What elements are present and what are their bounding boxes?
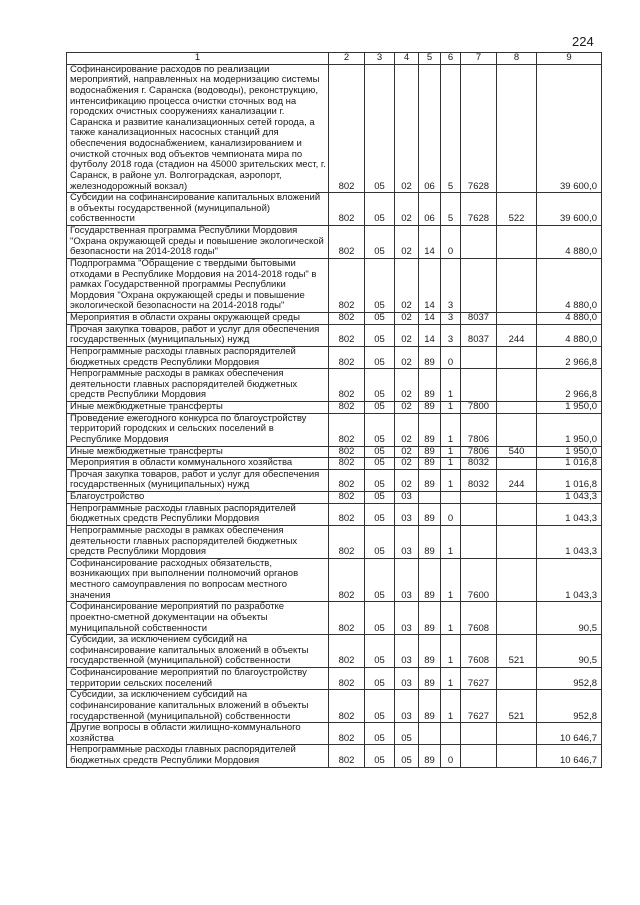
code-section: 05 — [365, 226, 395, 259]
code-program: 89 — [419, 446, 441, 458]
row-name: Непрограммные расходы главных распорядителей бюджетных средств Республики Мордовия — [67, 745, 329, 767]
code-direction: 7800 — [461, 402, 497, 414]
code-section: 05 — [365, 446, 395, 458]
header-cell: 4 — [395, 53, 419, 65]
table-row — [67, 469, 602, 491]
code-admin: 802 — [329, 413, 365, 446]
code-subsection: 02 — [395, 226, 419, 259]
code-expense-type — [497, 369, 537, 402]
code-subsection: 05 — [395, 745, 419, 767]
code-program: 89 — [419, 525, 441, 558]
code-subprogram: 1 — [441, 369, 461, 402]
row-name: Софинансирование расходных обязательств, возникающих при выполнении полномочий органов местного самоуправления по вопросам местного значения — [67, 558, 329, 602]
table-row — [67, 258, 602, 312]
code-subsection: 02 — [395, 458, 419, 470]
code-program: 89 — [419, 369, 441, 402]
code-program: 89 — [419, 413, 441, 446]
code-section: 05 — [365, 402, 395, 414]
row-name: Прочая закупка товаров, работ и услуг для обеспечения государственных (муниципальных) нужд — [67, 324, 329, 346]
code-section: 05 — [365, 525, 395, 558]
code-program: 06 — [419, 193, 441, 226]
code-expense-type — [497, 64, 537, 193]
row-amount: 10 646,7 — [537, 745, 602, 767]
table-row — [67, 602, 602, 635]
code-subsection: 03 — [395, 602, 419, 635]
table-row — [67, 723, 602, 745]
row-amount: 1 950,0 — [537, 413, 602, 446]
code-direction: 7628 — [461, 193, 497, 226]
row-name: Непрограммные расходы в рамках обеспечения деятельности главных распорядителей бюджетных средств Республики Мордовия — [67, 369, 329, 402]
code-subsection: 02 — [395, 413, 419, 446]
code-expense-type — [497, 492, 537, 504]
code-expense-type — [497, 668, 537, 690]
code-subsection: 03 — [395, 690, 419, 723]
code-program: 14 — [419, 226, 441, 259]
code-expense-type — [497, 525, 537, 558]
code-expense-type — [497, 258, 537, 312]
code-admin: 802 — [329, 723, 365, 745]
code-admin: 802 — [329, 602, 365, 635]
code-direction — [461, 369, 497, 402]
row-name: Государственная программа Республики Мордовия "Охрана окружающей среды и повышение экологической безопасности на 2014-2018 годы" — [67, 226, 329, 259]
code-subsection: 03 — [395, 492, 419, 504]
row-amount: 952,8 — [537, 690, 602, 723]
code-expense-type — [497, 346, 537, 368]
code-subprogram: 1 — [441, 690, 461, 723]
code-subprogram: 1 — [441, 602, 461, 635]
table-row — [67, 402, 602, 414]
row-amount: 1 043,3 — [537, 558, 602, 602]
code-expense-type — [497, 313, 537, 325]
code-admin: 802 — [329, 458, 365, 470]
code-subsection: 05 — [395, 723, 419, 745]
code-subsection: 02 — [395, 313, 419, 325]
code-subsection: 03 — [395, 503, 419, 525]
row-name: Подпрограмма "Обращение с твердыми бытовыми отходами в Республике Мордовия на 2014-2018 годы" в рамках Государственной программы Республики Мордовия "Охрана окружающей среды и повышение экологической безопасности на 2014-2018 годы" — [67, 258, 329, 312]
code-subprogram — [441, 492, 461, 504]
code-expense-type: 521 — [497, 635, 537, 668]
table-row — [67, 346, 602, 368]
row-name: Софинансирование расходов по реализации мероприятий, направленных на модернизацию системы водоснабжения г. Саранска (водоводы), реконструкцию, интенсификацию процесса очистки сточных вод на городских очистных сооружениях канализации г. Саранска и развитие канализационных сетей города, а также канализационных насосных станций для обеспечения водоснабжением, канализированием и очисткой сточных вод объектов чемпионата мира по футболу 2018 года (стадион на 45000 зрительских мест, г. Саранск, в районе ул. Волгоградская, аэропорт, железнодорожный вокзал) — [67, 64, 329, 193]
code-admin: 802 — [329, 226, 365, 259]
code-section: 05 — [365, 346, 395, 368]
code-section: 05 — [365, 558, 395, 602]
header-cell: 7 — [461, 53, 497, 65]
code-direction: 7806 — [461, 446, 497, 458]
code-program: 89 — [419, 690, 441, 723]
code-subsection: 02 — [395, 446, 419, 458]
row-amount: 39 600,0 — [537, 64, 602, 193]
code-subsection: 03 — [395, 635, 419, 668]
table-row — [67, 635, 602, 668]
code-expense-type — [497, 602, 537, 635]
code-subprogram: 3 — [441, 313, 461, 325]
code-subprogram: 0 — [441, 745, 461, 767]
row-name: Иные межбюджетные трансферты — [67, 402, 329, 414]
table-row — [67, 226, 602, 259]
code-subprogram: 1 — [441, 458, 461, 470]
code-program: 89 — [419, 458, 441, 470]
row-amount: 4 880,0 — [537, 313, 602, 325]
code-section: 05 — [365, 723, 395, 745]
code-program: 89 — [419, 346, 441, 368]
row-name: Благоустройство — [67, 492, 329, 504]
header-cell: 1 — [67, 53, 329, 65]
code-program — [419, 723, 441, 745]
code-direction: 7627 — [461, 690, 497, 723]
code-direction: 8037 — [461, 324, 497, 346]
row-amount: 1 043,3 — [537, 503, 602, 525]
code-section: 05 — [365, 258, 395, 312]
code-expense-type — [497, 413, 537, 446]
code-subsection: 02 — [395, 402, 419, 414]
code-program: 14 — [419, 324, 441, 346]
row-amount: 4 880,0 — [537, 258, 602, 312]
code-section: 05 — [365, 745, 395, 767]
code-expense-type — [497, 503, 537, 525]
code-expense-type: 521 — [497, 690, 537, 723]
code-expense-type — [497, 458, 537, 470]
header-cell: 8 — [497, 53, 537, 65]
row-amount: 10 646,7 — [537, 723, 602, 745]
code-section: 05 — [365, 668, 395, 690]
budget-table — [66, 52, 602, 768]
row-name: Мероприятия в области коммунального хозяйства — [67, 458, 329, 470]
code-direction — [461, 503, 497, 525]
code-direction: 7608 — [461, 602, 497, 635]
code-expense-type — [497, 558, 537, 602]
code-admin: 802 — [329, 258, 365, 312]
code-section: 05 — [365, 413, 395, 446]
code-program: 89 — [419, 635, 441, 668]
row-name: Непрограммные расходы в рамках обеспечения деятельности главных распорядителей бюджетных средств Республики Мордовия — [67, 525, 329, 558]
code-program: 14 — [419, 258, 441, 312]
code-subprogram — [441, 723, 461, 745]
code-direction: 7608 — [461, 635, 497, 668]
code-subprogram: 1 — [441, 668, 461, 690]
code-subprogram: 1 — [441, 446, 461, 458]
code-expense-type — [497, 745, 537, 767]
code-subsection: 02 — [395, 469, 419, 491]
header-cell: 5 — [419, 53, 441, 65]
row-amount: 952,8 — [537, 668, 602, 690]
table-row — [67, 525, 602, 558]
code-program: 89 — [419, 503, 441, 525]
code-subsection: 02 — [395, 324, 419, 346]
code-subprogram: 1 — [441, 402, 461, 414]
code-section: 05 — [365, 64, 395, 193]
code-subsection: 03 — [395, 668, 419, 690]
code-direction — [461, 492, 497, 504]
row-name: Иные межбюджетные трансферты — [67, 446, 329, 458]
code-subprogram: 1 — [441, 635, 461, 668]
code-program: 89 — [419, 402, 441, 414]
code-direction — [461, 258, 497, 312]
row-amount: 1 016,8 — [537, 469, 602, 491]
header-cell: 6 — [441, 53, 461, 65]
table-row — [67, 193, 602, 226]
code-expense-type: 244 — [497, 324, 537, 346]
code-section: 05 — [365, 635, 395, 668]
row-amount: 2 966,8 — [537, 369, 602, 402]
code-subprogram: 3 — [441, 324, 461, 346]
code-section: 05 — [365, 458, 395, 470]
code-section: 05 — [365, 503, 395, 525]
code-direction — [461, 525, 497, 558]
row-name: Непрограммные расходы главных распорядителей бюджетных средств Республики Мордовия — [67, 503, 329, 525]
code-direction: 8032 — [461, 458, 497, 470]
code-section: 05 — [365, 313, 395, 325]
code-program: 89 — [419, 668, 441, 690]
row-amount: 1 016,8 — [537, 458, 602, 470]
code-subsection: 02 — [395, 346, 419, 368]
table-row — [67, 324, 602, 346]
code-subsection: 02 — [395, 258, 419, 312]
code-program: 06 — [419, 64, 441, 193]
row-amount: 90,5 — [537, 635, 602, 668]
code-admin: 802 — [329, 402, 365, 414]
code-admin: 802 — [329, 635, 365, 668]
row-amount: 90,5 — [537, 602, 602, 635]
code-program: 89 — [419, 469, 441, 491]
code-expense-type — [497, 226, 537, 259]
row-amount: 2 966,8 — [537, 346, 602, 368]
code-subsection: 02 — [395, 193, 419, 226]
row-name: Софинансирование мероприятий по разработке проектно-сметной документации на объекты муниципальной собственности — [67, 602, 329, 635]
row-name: Софинансирование мероприятий по благоустройству территории сельских поселений — [67, 668, 329, 690]
table-row — [67, 369, 602, 402]
row-amount: 1 043,3 — [537, 492, 602, 504]
code-expense-type — [497, 723, 537, 745]
row-name: Субсидии, за исключением субсидий на софинансирование капитальных вложений в объекты государственной (муниципальной) собственности — [67, 635, 329, 668]
row-amount: 4 880,0 — [537, 226, 602, 259]
table-row — [67, 492, 602, 504]
code-direction — [461, 745, 497, 767]
code-subprogram: 0 — [441, 346, 461, 368]
row-amount: 4 880,0 — [537, 324, 602, 346]
code-subprogram: 1 — [441, 558, 461, 602]
code-admin: 802 — [329, 558, 365, 602]
code-expense-type: 540 — [497, 446, 537, 458]
code-direction — [461, 723, 497, 745]
table-row — [67, 558, 602, 602]
code-subsection: 03 — [395, 558, 419, 602]
code-admin: 802 — [329, 668, 365, 690]
header-cell: 9 — [537, 53, 602, 65]
table-row — [67, 458, 602, 470]
code-section: 05 — [365, 369, 395, 402]
code-program: 89 — [419, 602, 441, 635]
row-name: Субсидии, за исключением субсидий на софинансирование капитальных вложений в объекты государственной (муниципальной) собственности — [67, 690, 329, 723]
code-admin: 802 — [329, 503, 365, 525]
code-subsection: 02 — [395, 369, 419, 402]
table-row — [67, 745, 602, 767]
code-admin: 802 — [329, 446, 365, 458]
code-direction — [461, 226, 497, 259]
code-subprogram: 5 — [441, 64, 461, 193]
code-program: 14 — [419, 313, 441, 325]
code-section: 05 — [365, 690, 395, 723]
code-direction: 8032 — [461, 469, 497, 491]
code-admin: 802 — [329, 745, 365, 767]
code-expense-type — [497, 402, 537, 414]
code-admin: 802 — [329, 64, 365, 193]
code-direction: 7628 — [461, 64, 497, 193]
code-admin: 802 — [329, 492, 365, 504]
code-subprogram: 3 — [441, 258, 461, 312]
row-amount: 1 950,0 — [537, 446, 602, 458]
code-expense-type: 244 — [497, 469, 537, 491]
table-row — [67, 690, 602, 723]
code-program: 89 — [419, 745, 441, 767]
code-direction: 7627 — [461, 668, 497, 690]
row-name: Мероприятия в области охраны окружающей среды — [67, 313, 329, 325]
code-subprogram: 1 — [441, 525, 461, 558]
code-admin: 802 — [329, 346, 365, 368]
code-subprogram: 0 — [441, 503, 461, 525]
code-direction: 8037 — [461, 313, 497, 325]
code-subprogram: 1 — [441, 413, 461, 446]
table-row — [67, 413, 602, 446]
code-expense-type: 522 — [497, 193, 537, 226]
row-name: Непрограммные расходы главных распорядителей бюджетных средств Республики Мордовия — [67, 346, 329, 368]
header-cell: 2 — [329, 53, 365, 65]
row-amount: 1 043,3 — [537, 525, 602, 558]
code-admin: 802 — [329, 324, 365, 346]
table-row — [67, 668, 602, 690]
row-name: Другие вопросы в области жилищно-коммунального хозяйства — [67, 723, 329, 745]
code-section: 05 — [365, 324, 395, 346]
code-admin: 802 — [329, 369, 365, 402]
row-amount: 39 600,0 — [537, 193, 602, 226]
row-name: Субсидии на софинансирование капитальных вложений в объекты государственной (муниципальной) собственности — [67, 193, 329, 226]
code-direction — [461, 346, 497, 368]
row-name: Прочая закупка товаров, работ и услуг для обеспечения государственных (муниципальных) нужд — [67, 469, 329, 491]
row-amount: 1 950,0 — [537, 402, 602, 414]
header-cell: 3 — [365, 53, 395, 65]
code-program: 89 — [419, 558, 441, 602]
header-row — [67, 53, 602, 65]
code-direction: 7806 — [461, 413, 497, 446]
code-section: 05 — [365, 469, 395, 491]
table-row — [67, 64, 602, 193]
code-subprogram: 0 — [441, 226, 461, 259]
code-subsection: 02 — [395, 64, 419, 193]
page-number: 224 — [572, 34, 594, 49]
code-admin: 802 — [329, 469, 365, 491]
code-section: 05 — [365, 193, 395, 226]
row-name: Проведение ежегодного конкурса по благоустройству территорий городских и сельских поселений в Республике Мордовия — [67, 413, 329, 446]
table-row — [67, 503, 602, 525]
code-admin: 802 — [329, 193, 365, 226]
code-subsection: 03 — [395, 525, 419, 558]
code-subprogram: 1 — [441, 469, 461, 491]
code-section: 05 — [365, 492, 395, 504]
code-admin: 802 — [329, 525, 365, 558]
code-admin: 802 — [329, 690, 365, 723]
table-row — [67, 446, 602, 458]
code-section: 05 — [365, 602, 395, 635]
code-subprogram: 5 — [441, 193, 461, 226]
code-program — [419, 492, 441, 504]
code-direction: 7600 — [461, 558, 497, 602]
table-row — [67, 313, 602, 325]
code-admin: 802 — [329, 313, 365, 325]
